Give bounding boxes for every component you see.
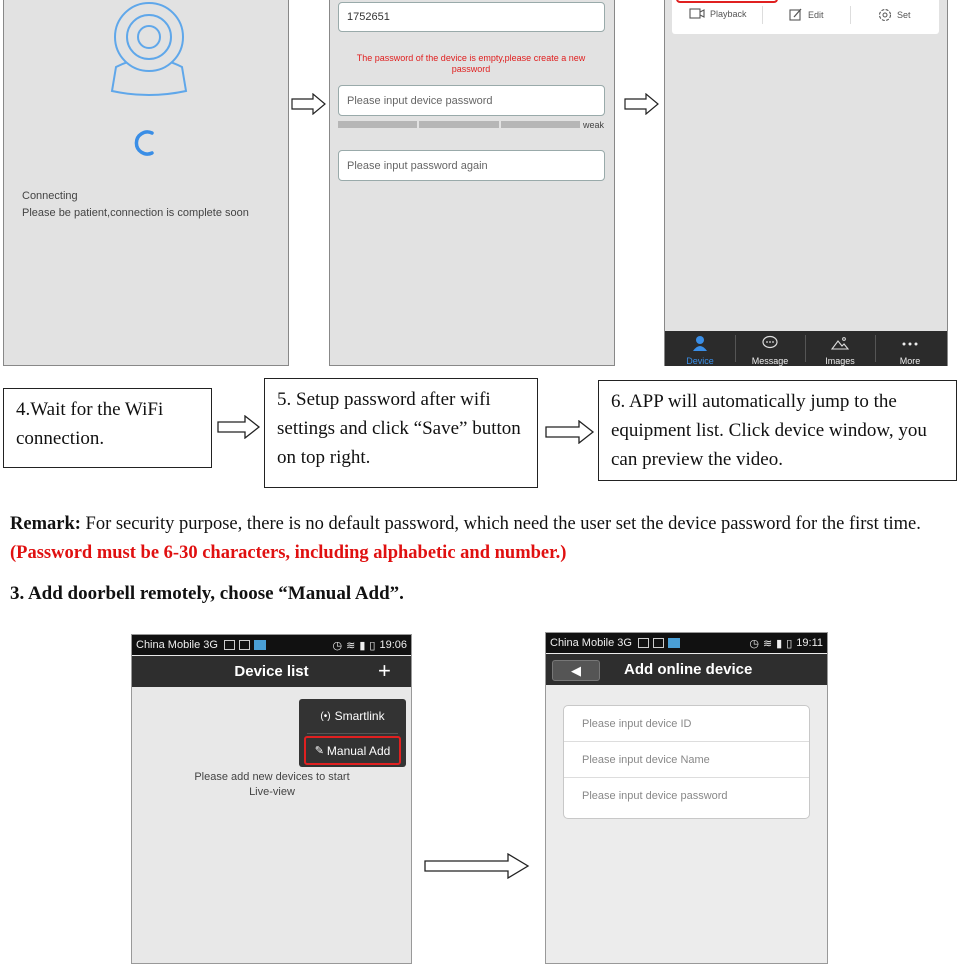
signal-icon: ▮: [776, 637, 783, 650]
nav-device-label: Device: [686, 356, 714, 366]
edit-label: Edit: [808, 9, 824, 20]
add-button[interactable]: +: [378, 658, 391, 683]
remark-label: Remark:: [10, 514, 81, 534]
nav-images[interactable]: [805, 331, 875, 366]
set-button[interactable]: [878, 8, 911, 22]
step-6-box: [598, 380, 957, 481]
nav-message[interactable]: [735, 331, 805, 366]
screen-wifi-connecting: [3, 0, 289, 366]
password-rule: (Password must be 6-30 characters, including alphabetic and number.): [10, 543, 567, 563]
person-icon: [690, 335, 710, 351]
clock: 19:06: [379, 639, 407, 651]
arrow-right-icon: [545, 420, 595, 444]
chat-icon: [760, 335, 780, 351]
device-card-actions: [672, 0, 939, 34]
notification-icon: [638, 638, 649, 648]
step-4-text: 4.Wait for the WiFi connection.: [16, 399, 164, 449]
empty-state-message: [150, 770, 394, 800]
patience-message: Please be patient,connection is complete soon: [22, 207, 249, 219]
password-strength-label: weak: [583, 120, 605, 130]
camera-icon: [94, 0, 204, 97]
page-title: Add online device: [624, 661, 753, 678]
menu-item-smartlink[interactable]: [299, 699, 406, 733]
arrow-right-icon: [624, 93, 660, 115]
bottom-nav: [665, 331, 947, 366]
menu-item-manual-add[interactable]: [304, 736, 401, 765]
nav-more[interactable]: [875, 331, 945, 366]
remark-text: For security purpose, there is no default password, which need the user set the device password for the first time.: [85, 514, 921, 534]
arrow-right-icon: [424, 853, 530, 879]
more-icon: [900, 335, 920, 351]
step-6-text: 6. APP will automatically jump to the equipment list. Click device window, you can preview the video.: [611, 391, 927, 470]
status-bar: [132, 635, 411, 655]
pencil-icon: ✎: [314, 745, 324, 757]
arrow-right-icon: [217, 415, 261, 439]
arrow-right-icon: [291, 93, 327, 115]
notification-icon: [224, 640, 235, 650]
nav-images-label: Images: [825, 356, 855, 366]
app-notification-icon: [254, 640, 266, 650]
connecting-label: Connecting: [22, 190, 78, 202]
battery-icon: ▯: [786, 637, 793, 650]
status-bar: [546, 633, 827, 653]
image-icon: [830, 335, 850, 351]
carrier-label: China Mobile 3G: [550, 637, 632, 649]
playback-button[interactable]: [689, 8, 747, 19]
clock: 19:11: [796, 637, 823, 649]
manual-add-label: Manual Add: [326, 743, 391, 758]
title-bar: [132, 656, 411, 687]
wifi-icon: ≋: [762, 637, 773, 650]
add-menu: [299, 699, 406, 767]
divider: [762, 6, 763, 24]
divider: [850, 6, 851, 24]
device-password-input[interactable]: Please input device password: [582, 790, 728, 802]
device-id-field[interactable]: 1752651: [338, 2, 605, 32]
highlight-box: [676, 0, 778, 3]
gear-icon: [878, 8, 892, 22]
video-camera-icon: [689, 8, 705, 19]
carrier-label: China Mobile 3G: [136, 639, 218, 651]
wifi-icon: ≋: [346, 639, 356, 652]
password-input[interactable]: Please input device password: [338, 85, 605, 116]
step-5-box: [264, 378, 538, 488]
empty-state-line-1: Please add new devices to start: [194, 771, 350, 783]
edit-icon: [789, 8, 803, 21]
password-confirm-input[interactable]: Please input password again: [338, 150, 605, 181]
empty-password-warning: The password of the device is empty,please create a new password: [356, 53, 586, 74]
app-notification-icon: [668, 638, 680, 648]
set-label: Set: [897, 10, 911, 20]
nav-message-label: Message: [751, 356, 789, 366]
page-title: Device list: [234, 663, 309, 680]
nav-more-label: More: [899, 356, 921, 366]
section-3-heading: 3. Add doorbell remotely, choose “Manual Add”.: [10, 583, 404, 604]
back-button[interactable]: [552, 660, 600, 681]
step-4-box: [3, 388, 212, 468]
battery-icon: ▯: [369, 639, 376, 652]
alarm-icon: ◷: [332, 639, 343, 652]
broadcast-icon: (•): [320, 710, 331, 722]
edit-button[interactable]: [789, 8, 824, 21]
empty-state-line-2: Live-view: [249, 786, 295, 798]
signal-icon: ▮: [359, 639, 366, 652]
nav-device[interactable]: [665, 331, 735, 366]
screen-device-list: [664, 0, 948, 366]
password-strength-bar: [338, 121, 580, 128]
image-notification-icon: [653, 638, 664, 648]
step-5-text: 5. Setup password after wifi settings and click “Save” button on top right.: [277, 389, 521, 468]
remark-paragraph: [10, 510, 955, 568]
alarm-icon: ◷: [749, 637, 759, 650]
loading-spinner-icon: [132, 127, 158, 157]
add-device-form: [563, 705, 810, 819]
playback-label: Playback: [710, 8, 747, 19]
back-arrow-icon: ◀: [571, 662, 581, 678]
image-notification-icon: [239, 640, 250, 650]
smartlink-label: Smartlink: [334, 709, 385, 723]
device-name-input[interactable]: Please input device Name: [564, 742, 809, 778]
device-id-input[interactable]: Please input device ID: [564, 706, 809, 742]
